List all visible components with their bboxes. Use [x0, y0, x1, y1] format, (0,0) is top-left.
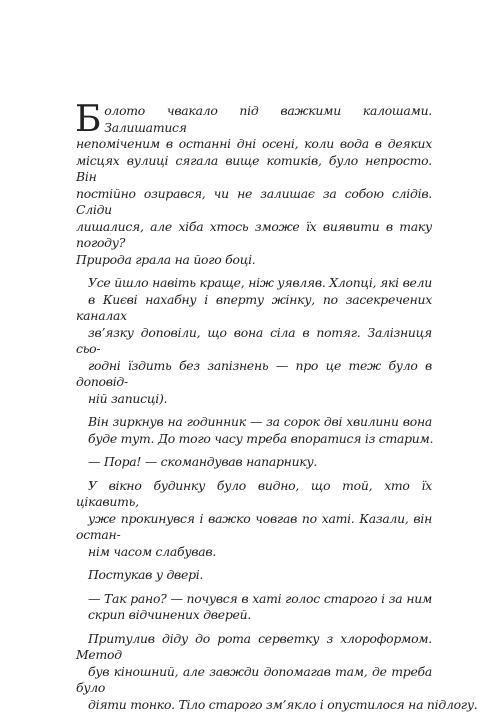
paragraph-3	[76, 414, 432, 447]
text-line: У вікно будинку було видно, що той, хто їх цікавить,	[76, 477, 432, 509]
text-line: буде тут. До того часу треба впоратися із старим.	[88, 430, 434, 446]
text-line: Притулив діду до рота серветку з хлороформом. Метод	[76, 630, 432, 662]
text-line: ній записці).	[88, 390, 168, 406]
paragraph-1	[75, 99, 432, 268]
text-line: нім часом слабував.	[88, 543, 217, 559]
text-line: зв’язку доповіли, що вона сіла в потяг. Залізниця сьо-	[76, 324, 432, 356]
text-line: скрип відчинених дверей.	[88, 607, 252, 622]
paragraph-4	[76, 454, 432, 471]
text-line: постійно озирався, чи не залишає за собою слідів. Сліди	[76, 185, 432, 217]
text-line: Природа грала на його боці.	[76, 251, 256, 267]
text-line: непоміченим в останні дні осені, коли вода в деяких	[76, 136, 432, 151]
drop-cap: Б	[75, 99, 102, 140]
paragraph-5	[76, 478, 432, 561]
paragraph-7	[76, 591, 432, 624]
text-line: був кіношний, але завжди допомагав там, де треба було	[76, 663, 432, 695]
body-text	[75, 99, 478, 720]
text-line: уже прокинувся і важко човгав по хаті. Казали, він остан-	[76, 510, 432, 542]
text-line: — Пора! — скомандував напарнику.	[88, 454, 318, 469]
text-line: діяти тонко. Тіло старого зм’якло і опустилося на підлогу.	[88, 696, 478, 712]
text-line: — Так рано? — почувся в хаті голос старого і за ним	[88, 590, 432, 606]
text-line: лишалися, але хіба хтось зможе їх виявити в таку погоду?	[76, 218, 432, 250]
paragraph-8	[76, 630, 478, 714]
text-line: годні їздить без запізнень — про це теж було в доповід-	[76, 357, 432, 389]
text-line: в Києві нахабну і вперту жінку, по засекречених каналах	[76, 291, 432, 323]
text-line: Постукав у двері.	[88, 567, 204, 582]
paragraph-6	[76, 567, 432, 584]
text-line: Усе йшло навіть краще, ніж уявляв. Хлопці, які вели	[88, 275, 432, 290]
text-line: місцях вулиці сягала вище котиків, було непросто. Він	[76, 152, 432, 184]
text-line: олото чвакало під важкими калошами. Залишатися	[104, 103, 432, 135]
text-line: Він зиркнув на годинник — за сорок дві хвилини вона	[88, 414, 432, 429]
paragraph-2	[76, 275, 432, 407]
